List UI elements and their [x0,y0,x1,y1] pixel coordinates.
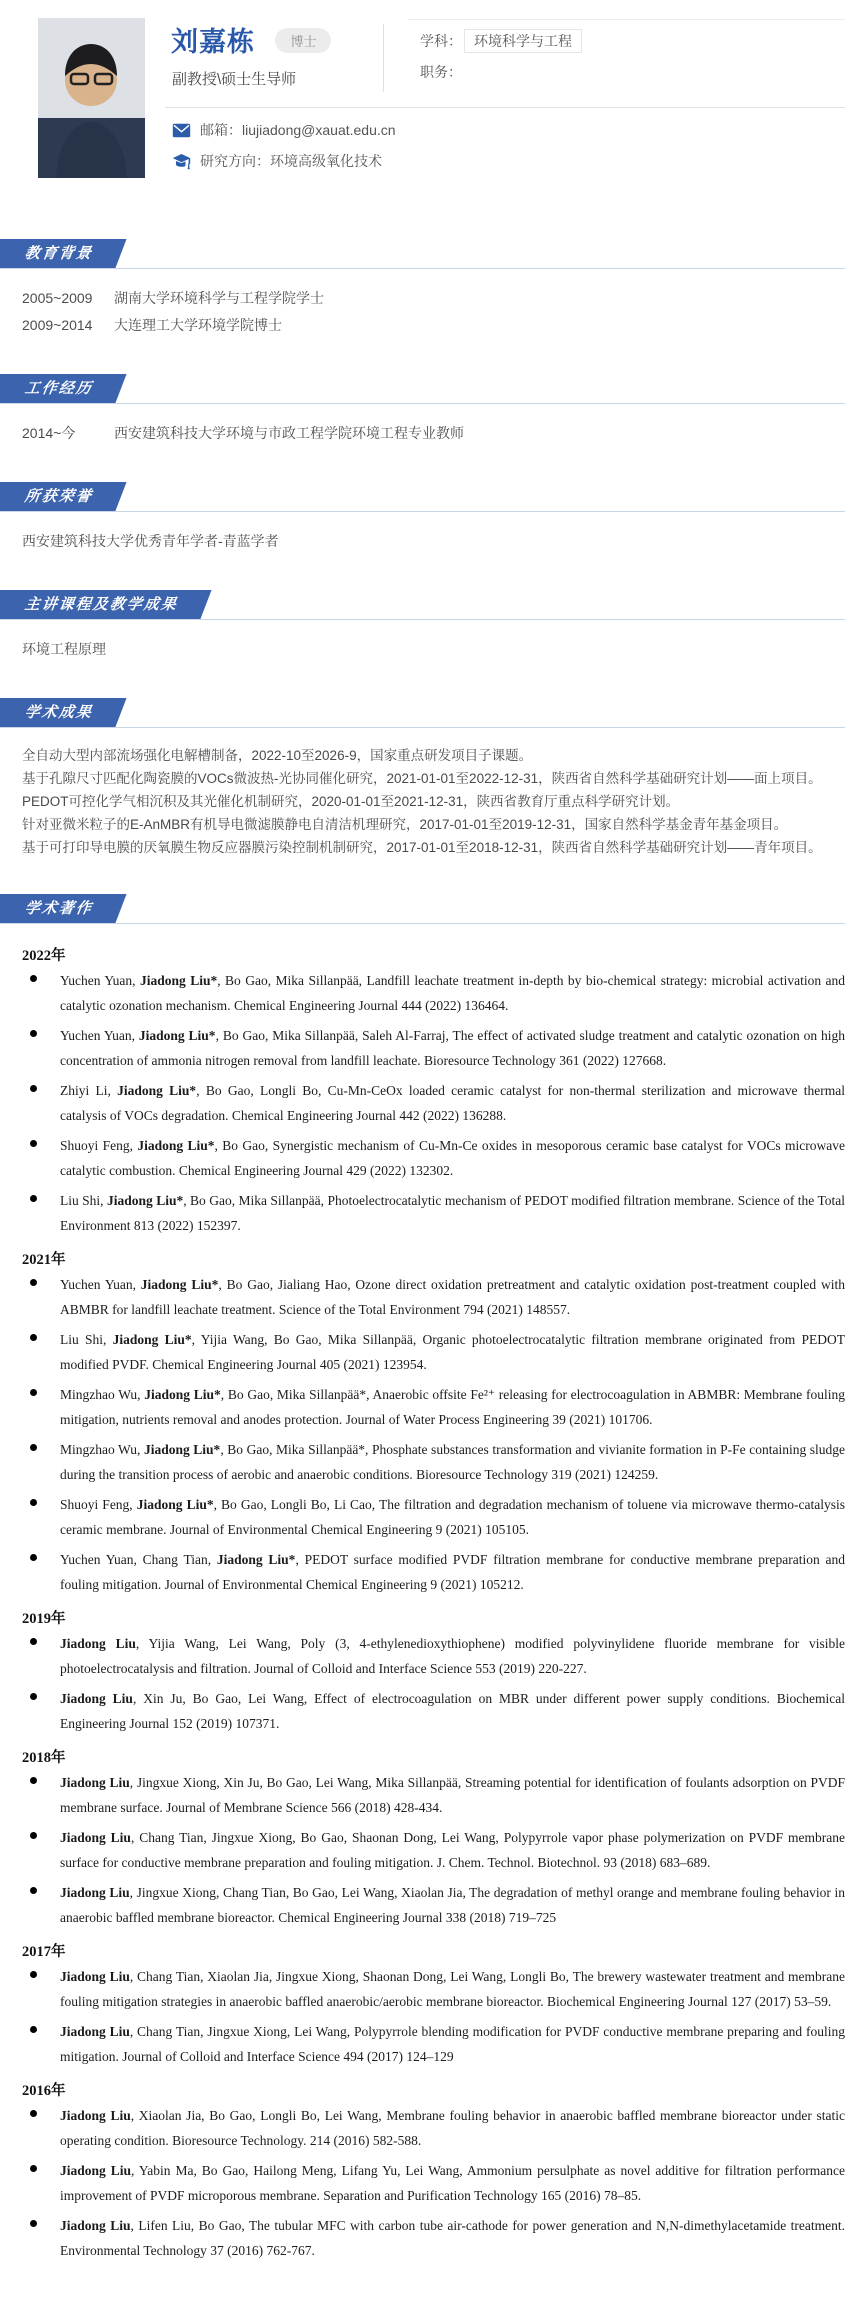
pub-post: , Chang Tian, Jingxue Xiong, Bo Gao, Shaonan Dong, Lei Wang, Polypyrrole vapor phase polymerization on PVDF membrane surface for conductive membrane preparation and fouling mitigation. J. Chem. Technol. Biotechnol. 93 (2018) 683–689. [60,1830,845,1870]
pub-author-bold: Jiadong Liu* [143,1442,221,1457]
profile-header [0,0,860,200]
pub-author-bold: Jiadong Liu* [138,1028,216,1043]
bullet-icon [30,1085,37,1092]
publication-year-group [22,1607,845,1736]
header-meta [408,19,845,91]
degree-badge: 博士 [275,28,331,53]
section-head-publications [0,893,845,924]
discipline-value: 环境科学与工程 [464,29,582,53]
publication-item [22,2103,845,2153]
pub-pre: Shuoyi Feng, [60,1497,137,1512]
project-item: 针对亚微米粒子的E-AnMBR有机导电微滤膜静电自清洁机理研究，2017-01-01至2019-12-31，国家自然科学基金青年基金项目。 [22,817,788,832]
education-detail: 湖南大学环境科学与工程学院学士 [114,290,324,306]
pub-post: , Chang Tian, Xiaolan Jia, Jingxue Xiong, Shaonan Dong, Lei Wang, Longli Bo, The brewery wastewater treatment and membrane fouling mitigation strategies in anaerobic baffled anaerobic/aerobic membrane bioreactor. Biochemical Engineering Journal 127 (2017) 53–59. [60,1969,846,2009]
pub-post: , PEDOT surface modified PVDF filtration membrane for conductive membrane preparation and fouling mitigation. Journal of Environmental Chemical Engineering 9 (2021) 105212. [60,1552,845,1592]
pub-author-bold: Jiadong Liu [60,2163,131,2178]
publication-year-group [22,2079,845,2263]
project-item: PEDOT可控化学气相沉积及其光催化机制研究，2020-01-01至2021-12-31，陕西省教育厅重点科学研究计划。 [22,794,680,809]
pub-post: , Xiaolan Jia, Bo Gao, Longli Bo, Lei Wang, Membrane fouling behavior in anaerobic baffled membrane bioreactor under static operating condition. Bioresource Technology. 214 (2016) 582-588. [60,2108,846,2148]
pub-author-bold: Jiadong Liu [60,2108,131,2123]
publication-item [22,2019,845,2069]
section-head-education [0,238,845,269]
education-item [22,312,845,339]
research-value: 环境高级氧化技术 [270,153,382,169]
section-body-honors [0,512,860,557]
pub-group-items [22,1272,845,1597]
section-head-projects [0,697,845,728]
pub-post: , Bo Gao, Jialiang Hao, Ozone direct oxidation pretreatment and catalytic oxidation post-treatment coupled with ABMBR for landfill leachate treatment. Science of the Total Environment 794 (2021) 148557. [60,1277,846,1317]
section-banner-education: 教育背景 [0,239,127,268]
teacher-title: 副教授\硕士生导师 [172,71,297,88]
pub-year: 2017年 [22,1944,66,1960]
bullet-icon [30,2110,37,2117]
bullet-icon [30,1499,37,1506]
section-head-courses [0,589,845,620]
publication-item [22,1188,845,1238]
email-row [172,120,396,140]
pub-pre: Mingzhao Wu, [60,1387,145,1402]
profile-photo [38,18,145,178]
bullet-icon [30,1030,37,1037]
pub-year: 2021年 [22,1252,66,1268]
education-item [22,285,845,312]
bullet-icon [30,1195,37,1202]
pub-author-bold: Jiadong Liu [60,1830,131,1845]
pub-post: , Lifen Liu, Bo Gao, The tubular MFC with carbon tube air-cathode for power generation and N,N-dimethylacetamide treatment. Environmental Technology 37 (2016) 762-767. [60,2218,845,2258]
work-detail: 西安建筑科技大学环境与市政工程学院环境工程专业教师 [114,425,464,441]
section-head-honors [0,481,845,512]
publication-item [22,1078,845,1128]
section-body-education [0,269,860,341]
education-period: 2005~2009 [22,290,93,306]
pub-pre: Yuchen Yuan, [60,973,140,988]
bullet-icon [30,1693,37,1700]
pub-author-bold: Jiadong Liu [60,1969,130,1984]
bullet-icon [30,1554,37,1561]
publication-item [22,1631,845,1681]
publication-item [22,1272,845,1322]
bullet-icon [30,1140,37,1147]
pub-post: , Yijia Wang, Bo Gao, Mika Sillanpää, Organic photoelectrocatalytic filtration membrane originated from PEDOT modified PVDF. Chemical Engineering Journal 405 (2021) 123954. [60,1332,845,1372]
publication-item [22,1133,845,1183]
research-row [172,151,382,171]
pub-pre: Mingzhao Wu, [60,1442,144,1457]
pub-year: 2022年 [22,948,66,964]
project-item: 基于孔隙尺寸匹配化陶瓷膜的VOCs微波热-光协同催化研究，2021-01-01至2022-12-31，陕西省自然科学基础研究计划——面上项目。 [22,771,822,786]
pub-post: , Bo Gao, Longli Bo, Cu-Mn-CeOx loaded ceramic catalyst for non-thermal sterilization and microwave thermal catalysis of VOCs degradation. Chemical Engineering Journal 442 (2022) 136288. [60,1083,845,1123]
publication-year-group [22,1746,845,1930]
pub-year: 2019年 [22,1611,66,1627]
discipline-label: 学科： [420,33,462,49]
email-value: liujiadong@xauat.edu.cn [242,122,396,138]
pub-year: 2016年 [22,2083,66,2099]
pub-year: 2018年 [22,1750,66,1766]
publication-item [22,1825,845,1875]
pub-group-items [22,1631,845,1736]
teacher-name: 刘嘉栋 [171,27,255,57]
pub-pre: Shuoyi Feng, [60,1138,138,1153]
work-period: 2014~今 [22,425,76,441]
pub-author-bold: Jiadong Liu [60,1885,130,1900]
publication-item [22,2213,845,2263]
section-head-work [0,373,845,404]
name-row [171,20,331,59]
pub-post: , Bo Gao, Mika Sillanpää, Photoelectrocatalytic mechanism of PEDOT modified filtration membrane. Science of the Total Environment 813 (2022) 152397. [60,1193,846,1233]
publication-item [22,1880,845,1930]
publication-item [22,968,845,1018]
bullet-icon [30,1389,37,1396]
photo-placeholder [38,18,145,178]
pub-post: , Bo Gao, Mika Sillanpää*, Anaerobic offsite Fe²⁺ releasing for electrocoagulation in ABMBR: Membrane fouling mitigation, nutrients removal and anodes protection. Journal of Water Process Engineering 39 (2021) 101706. [60,1387,845,1427]
pub-post: , Bo Gao, Mika Sillanpää*, Phosphate substances transformation and vivianite formation in P-Fe containing sludge during the transition process of aerobic and anaerobic conditions. Bioresource Technology 319 (2021) 124259. [60,1442,846,1482]
pub-post: , Yijia Wang, Lei Wang, Poly (3, 4-ethylenedioxythiophene) modified polyvinylidene fluoride membrane for visible photoelectrocatalysis and filtration. Journal of Colloid and Interface Science 553 (2019) 220-227. [60,1636,846,1676]
publication-year-group [22,1248,845,1597]
pub-author-bold: Jiadong Liu* [107,1193,184,1208]
pub-author-bold: Jiadong Liu* [136,1497,214,1512]
publication-year-group [22,1940,845,2069]
pub-post: , Yabin Ma, Bo Gao, Hailong Meng, Lifang Yu, Lei Wang, Ammonium persulphate as novel additive for filtration performance improvement of PVDF microporous membrane. Separation and Purification Technology 165 (2016) 78–85. [60,2163,845,2203]
section-body-work [0,404,860,449]
pub-pre: Yuchen Yuan, Chang Tian, [60,1552,217,1567]
publication-item [22,1492,845,1542]
publication-item [22,1437,845,1487]
honor-item: 西安建筑科技大学优秀青年学者-青蓝学者 [22,533,279,549]
pub-post: , Bo Gao, Synergistic mechanism of Cu-Mn-Ce oxides in mesoporous ceramic base catalyst for VOCs microwave catalytic combustion. Chemical Engineering Journal 429 (2022) 132302. [60,1138,846,1178]
education-detail: 大连理工大学环境学院博士 [114,317,282,333]
graduation-cap-icon [172,152,191,171]
pub-post: , Bo Gao, Longli Bo, Li Cao, The filtration and degradation mechanism of toluene via microwave thermo-catalysis ceramic membrane. Journal of Environmental Chemical Engineering 9 (2021) 105105. [60,1497,846,1537]
pub-author-bold: Jiadong Liu* [137,1138,215,1153]
pub-author-bold: Jiadong Liu* [139,973,218,988]
pub-post: , Xin Ju, Bo Gao, Lei Wang, Effect of electrocoagulation on MBR under different power supply conditions. Biochemical Engineering Journal 152 (2019) 107371. [60,1691,845,1731]
position-row [420,62,845,82]
pub-post: , Bo Gao, Mika Sillanpää, Landfill leachate treatment in-depth by bio-chemical strategy: microbial activation and catalytic ozonation mechanism. Chemical Engineering Journal 444 (2022) 136464. [60,973,845,1013]
project-item: 全自动大型内部流场强化电解槽制备，2022-10至2026-9，国家重点研发项目子课题。 [22,748,533,763]
pub-group-items [22,1770,845,1930]
pub-pre: Yuchen Yuan, [60,1028,139,1043]
pub-post: , Bo Gao, Mika Sillanpää, Saleh Al-Farraj, The effect of activated sludge treatment and catalytic ozonation on high concentration of ammonia nitrogen removal from landfill leachate. Bioresource Technology 361 (2022) 127668. [60,1028,845,1068]
bullet-icon [30,2220,37,2227]
section-banner-projects: 学术成果 [0,698,127,727]
pub-author-bold: Jiadong Liu* [140,1277,219,1292]
pub-author-bold: Jiadong Liu [60,2024,130,2039]
publication-year-group [22,944,845,1238]
bullet-icon [30,1638,37,1645]
pub-group-items [22,1964,845,2069]
pub-pre: Yuchen Yuan, [60,1277,141,1292]
pub-author-bold: Jiadong Liu [60,1691,133,1706]
pub-pre: Liu Shi, [60,1332,113,1347]
bullet-icon [30,1971,37,1978]
publication-item [22,1964,845,2014]
vertical-divider [383,24,384,92]
publication-item [22,1547,845,1597]
bullet-icon [30,1279,37,1286]
pub-group-items [22,968,845,1238]
envelope-icon [172,121,191,140]
discipline-row [420,29,845,53]
research-label: 研究方向： [200,153,270,169]
course-item: 环境工程原理 [22,641,106,657]
section-body-projects [0,728,860,861]
bullet-icon [30,1334,37,1341]
pub-author-bold: Jiadong Liu* [117,1083,197,1098]
publication-item [22,1327,845,1377]
bullet-icon [30,975,37,982]
bullet-icon [30,2026,37,2033]
pub-author-bold: Jiadong Liu* [112,1332,192,1347]
pub-pre: Zhiyi Li, [60,1083,118,1098]
publication-item [22,1770,845,1820]
position-label: 职务： [420,64,462,80]
section-banner-courses: 主讲课程及教学成果 [0,590,212,619]
work-item [22,420,845,447]
pub-group-items [22,2103,845,2263]
bullet-icon [30,1887,37,1894]
bullet-icon [30,1444,37,1451]
publication-item [22,1023,845,1073]
pub-post: , Jingxue Xiong, Chang Tian, Bo Gao, Lei Wang, Xiaolan Jia, The degradation of methyl orange and membrane fouling behavior in anaerobic baffled membrane bioreactor. Chemical Engineering Journal 338 (2018) 719–725 [60,1885,845,1925]
pub-author-bold: Jiadong Liu* [216,1552,296,1567]
project-item: 基于可打印导电膜的厌氧膜生物反应器膜污染控制机制研究，2017-01-01至2018-12-31，陕西省自然科学基础研究计划——青年项目。 [22,840,822,855]
section-banner-honors: 所获荣誉 [0,482,127,511]
publications-list [0,924,860,2310]
section-banner-work: 工作经历 [0,374,127,403]
pub-author-bold: Jiadong Liu [60,1775,130,1790]
publication-item [22,1686,845,1736]
bullet-icon [30,1832,37,1839]
pub-author-bold: Jiadong Liu* [144,1387,221,1402]
bullet-icon [30,1777,37,1784]
pub-author-bold: Jiadong Liu [60,1636,136,1651]
publication-item [22,2158,845,2208]
section-banner-publications: 学术著作 [0,894,127,923]
email-label: 邮箱： [200,122,242,138]
pub-post: , Chang Tian, Jingxue Xiong, Lei Wang, Polypyrrole blending modification for PVDF conductive membrane preparing and fouling mitigation. Journal of Colloid and Interface Science 494 (2017) 124–129 [60,2024,845,2064]
education-period: 2009~2014 [22,317,93,333]
pub-pre: Liu Shi, [60,1193,107,1208]
pub-author-bold: Jiadong Liu [60,2218,131,2233]
bullet-icon [30,2165,37,2172]
section-body-courses [0,620,860,665]
publication-item [22,1382,845,1432]
horizontal-divider [165,107,845,108]
pub-post: , Jingxue Xiong, Xin Ju, Bo Gao, Lei Wang, Mika Sillanpää, Streaming potential for identification of foulants adsorption on PVDF membrane surface. Journal of Membrane Science 566 (2018) 428-434. [60,1775,845,1815]
